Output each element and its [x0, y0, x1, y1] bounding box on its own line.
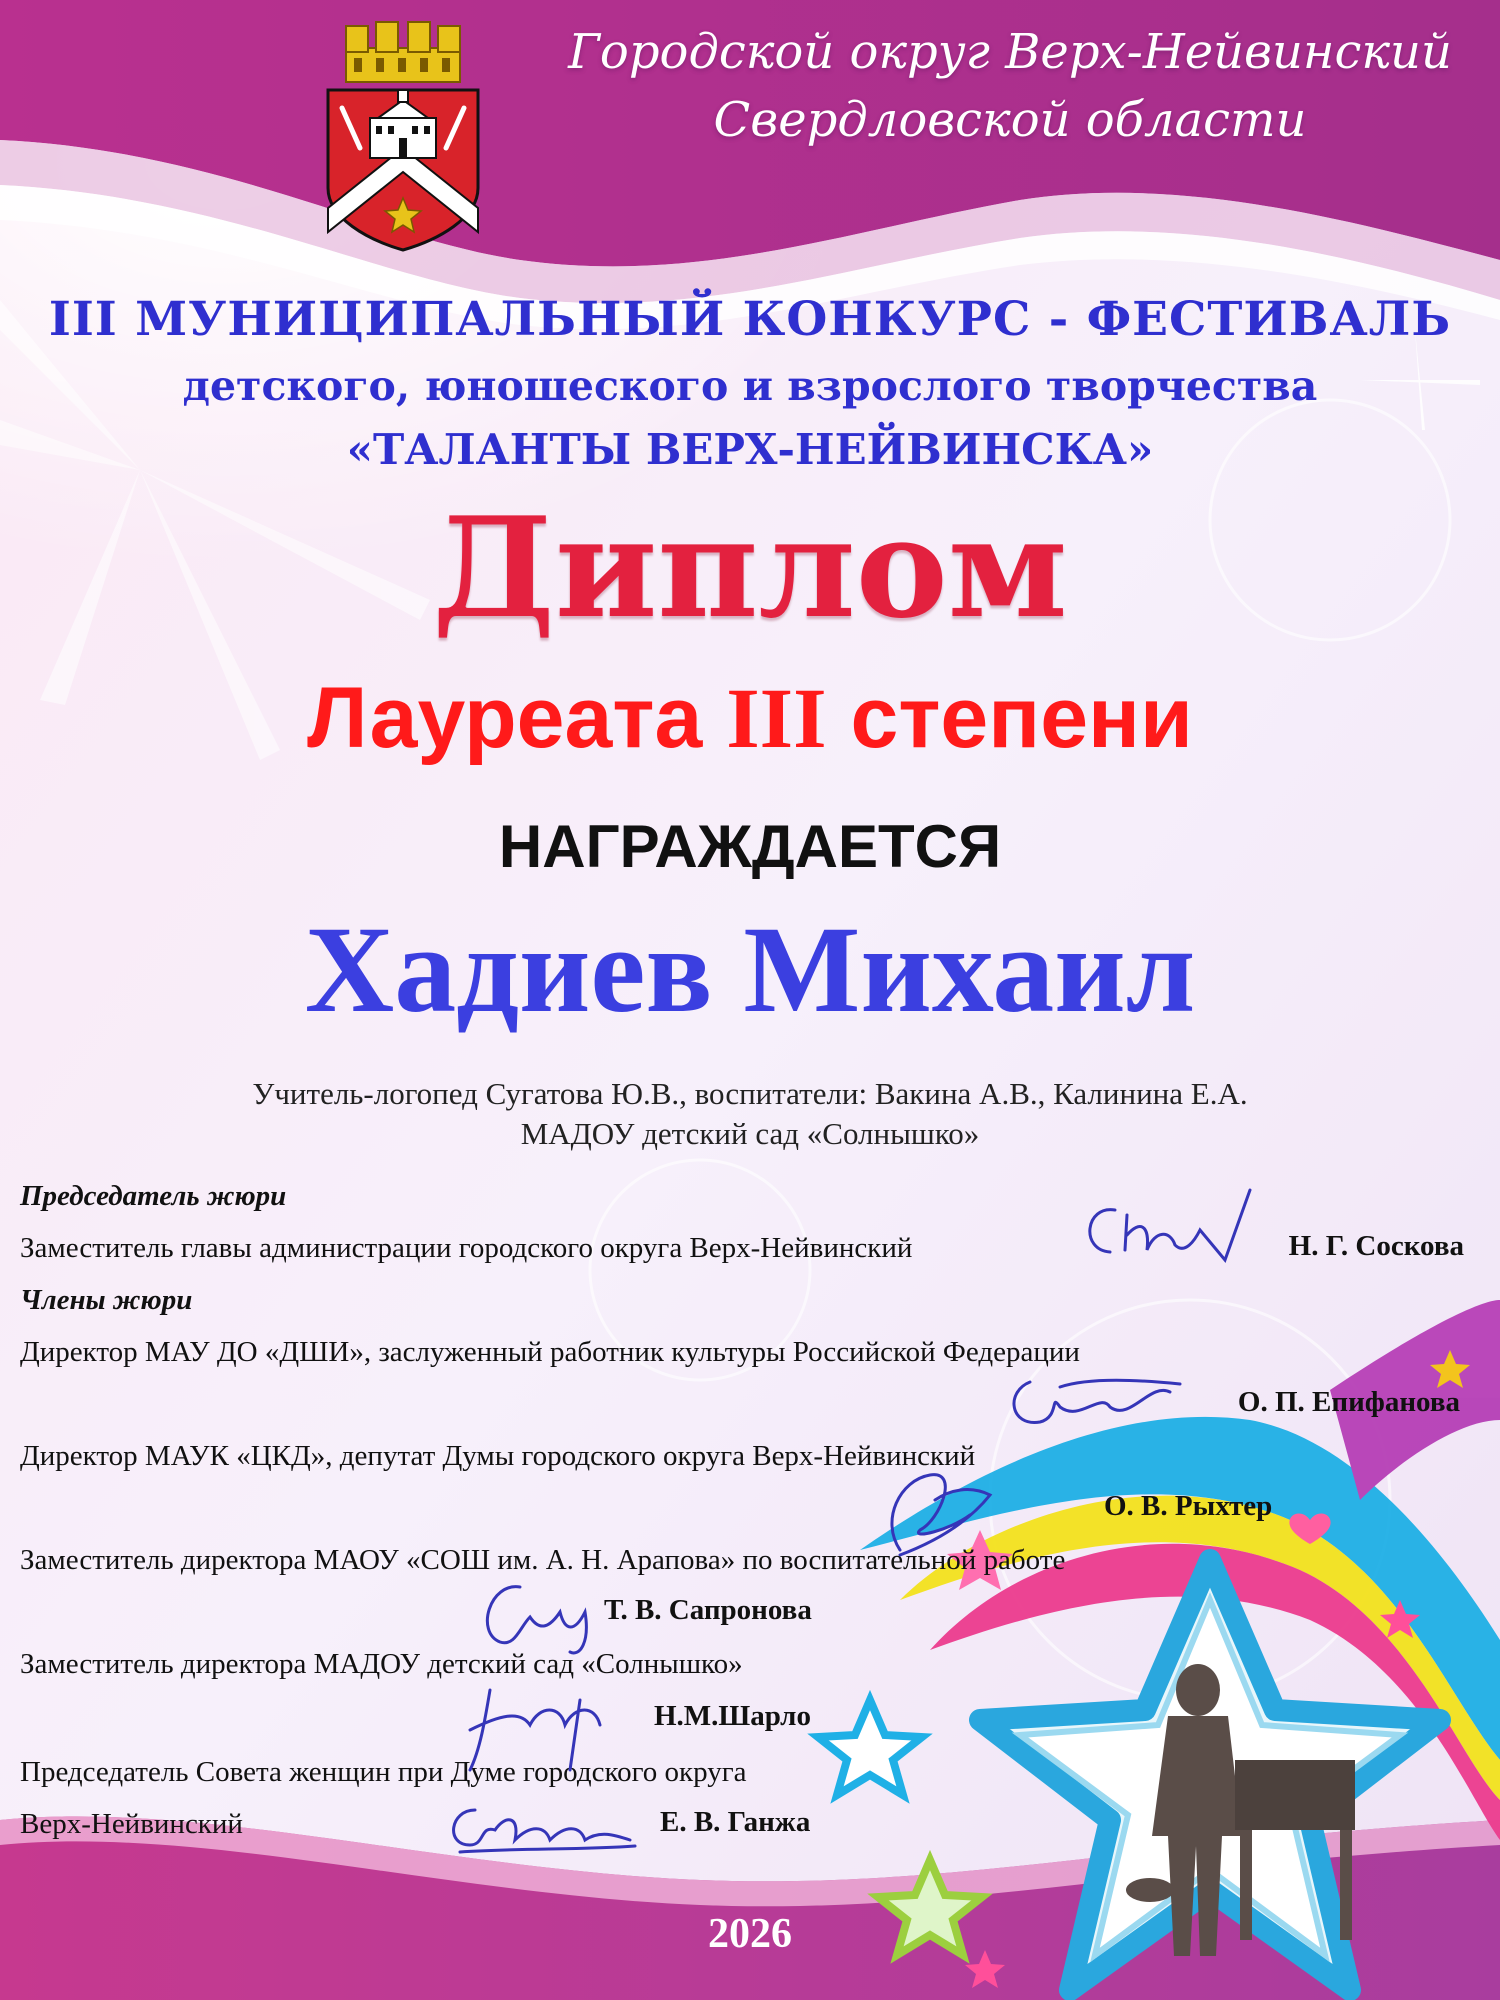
- signature-chair-icon: [1075, 1180, 1265, 1280]
- jury-chair-role: Заместитель главы администрации городского округа Верх-Нейвинский: [20, 1232, 913, 1264]
- municipality-header: [560, 18, 1460, 154]
- jury-member-5-role-cont: Верх-Нейвинский: [20, 1808, 243, 1840]
- jury-member-1-name: О. П. Епифанова: [1237, 1386, 1460, 1418]
- coat-of-arms-icon: [318, 18, 488, 254]
- jury-member-3-name: Т. В. Сапронова: [604, 1594, 812, 1626]
- teachers-line-1: Учитель-логопед Сугатова Ю.В., воспитатели: Вакина А.В., Калинина Е.А.: [252, 1076, 1248, 1111]
- festival-title-line-3: «ТАЛАНТЫ ВЕРХ-НЕЙВИНСКА»: [346, 425, 1154, 474]
- signature-member-3-icon: [470, 1572, 620, 1662]
- jury-member-5-name: Е. В. Ганжа: [660, 1806, 811, 1838]
- degree-prefix: Лауреата: [307, 670, 727, 766]
- jury-members-heading: Члены жюри: [20, 1284, 193, 1316]
- year-label: 2026: [708, 1911, 792, 1957]
- jury-chair-heading: Председатель жюри: [20, 1180, 287, 1212]
- awarded-label: НАГРАЖДАЕТСЯ: [498, 813, 1002, 880]
- jury-member-4-name: Н.М.Шарло: [654, 1700, 811, 1732]
- teachers-block: [0, 1074, 1500, 1154]
- signature-member-1-icon: [1000, 1362, 1190, 1442]
- signature-member-2-icon: [840, 1460, 1020, 1570]
- signature-member-4-icon: [450, 1670, 620, 1780]
- jury-chair-name: Н. Г. Соскова: [1288, 1230, 1464, 1262]
- jury-member-1-role: Директор МАУ ДО «ДШИ», заслуженный работник культуры Российской Федерации: [20, 1336, 1080, 1368]
- jury-member-2-name: О. В. Рыхтер: [1104, 1490, 1273, 1522]
- festival-title-line-2: детского, юношеского и взрослого творчества: [182, 362, 1318, 410]
- degree-roman: III: [726, 670, 827, 766]
- festival-title-line-1: III МУНИЦИПАЛЬНЫЙ КОНКУРС - ФЕСТИВАЛЬ: [48, 292, 1452, 347]
- laureate-degree: [0, 668, 1500, 768]
- jury-member-4-role: Заместитель директора МАДОУ детский сад «Солнышко»: [20, 1648, 743, 1680]
- jury-member-5-role: Председатель Совета женщин при Думе городского округа: [20, 1756, 747, 1788]
- diploma-title: Диплом: [432, 486, 1068, 649]
- signature-member-5-icon: [440, 1800, 640, 1860]
- header-line-1: Городской округ Верх-Нейвинский: [568, 24, 1452, 80]
- teachers-line-2: МАДОУ детский сад «Солнышко»: [520, 1116, 980, 1151]
- jury-member-3-role: Заместитель директора МАОУ «СОШ им. А. Н. Арапова» по воспитательной работе: [20, 1544, 1066, 1576]
- header-line-2: Свердловской области: [713, 92, 1307, 148]
- degree-suffix: степени: [826, 670, 1193, 766]
- jury-member-2-role: Директор МАУК «ЦКД», депутат Думы городского округа Верх-Нейвинский: [20, 1440, 976, 1472]
- recipient-name: Хадиев Михаил: [304, 901, 1196, 1038]
